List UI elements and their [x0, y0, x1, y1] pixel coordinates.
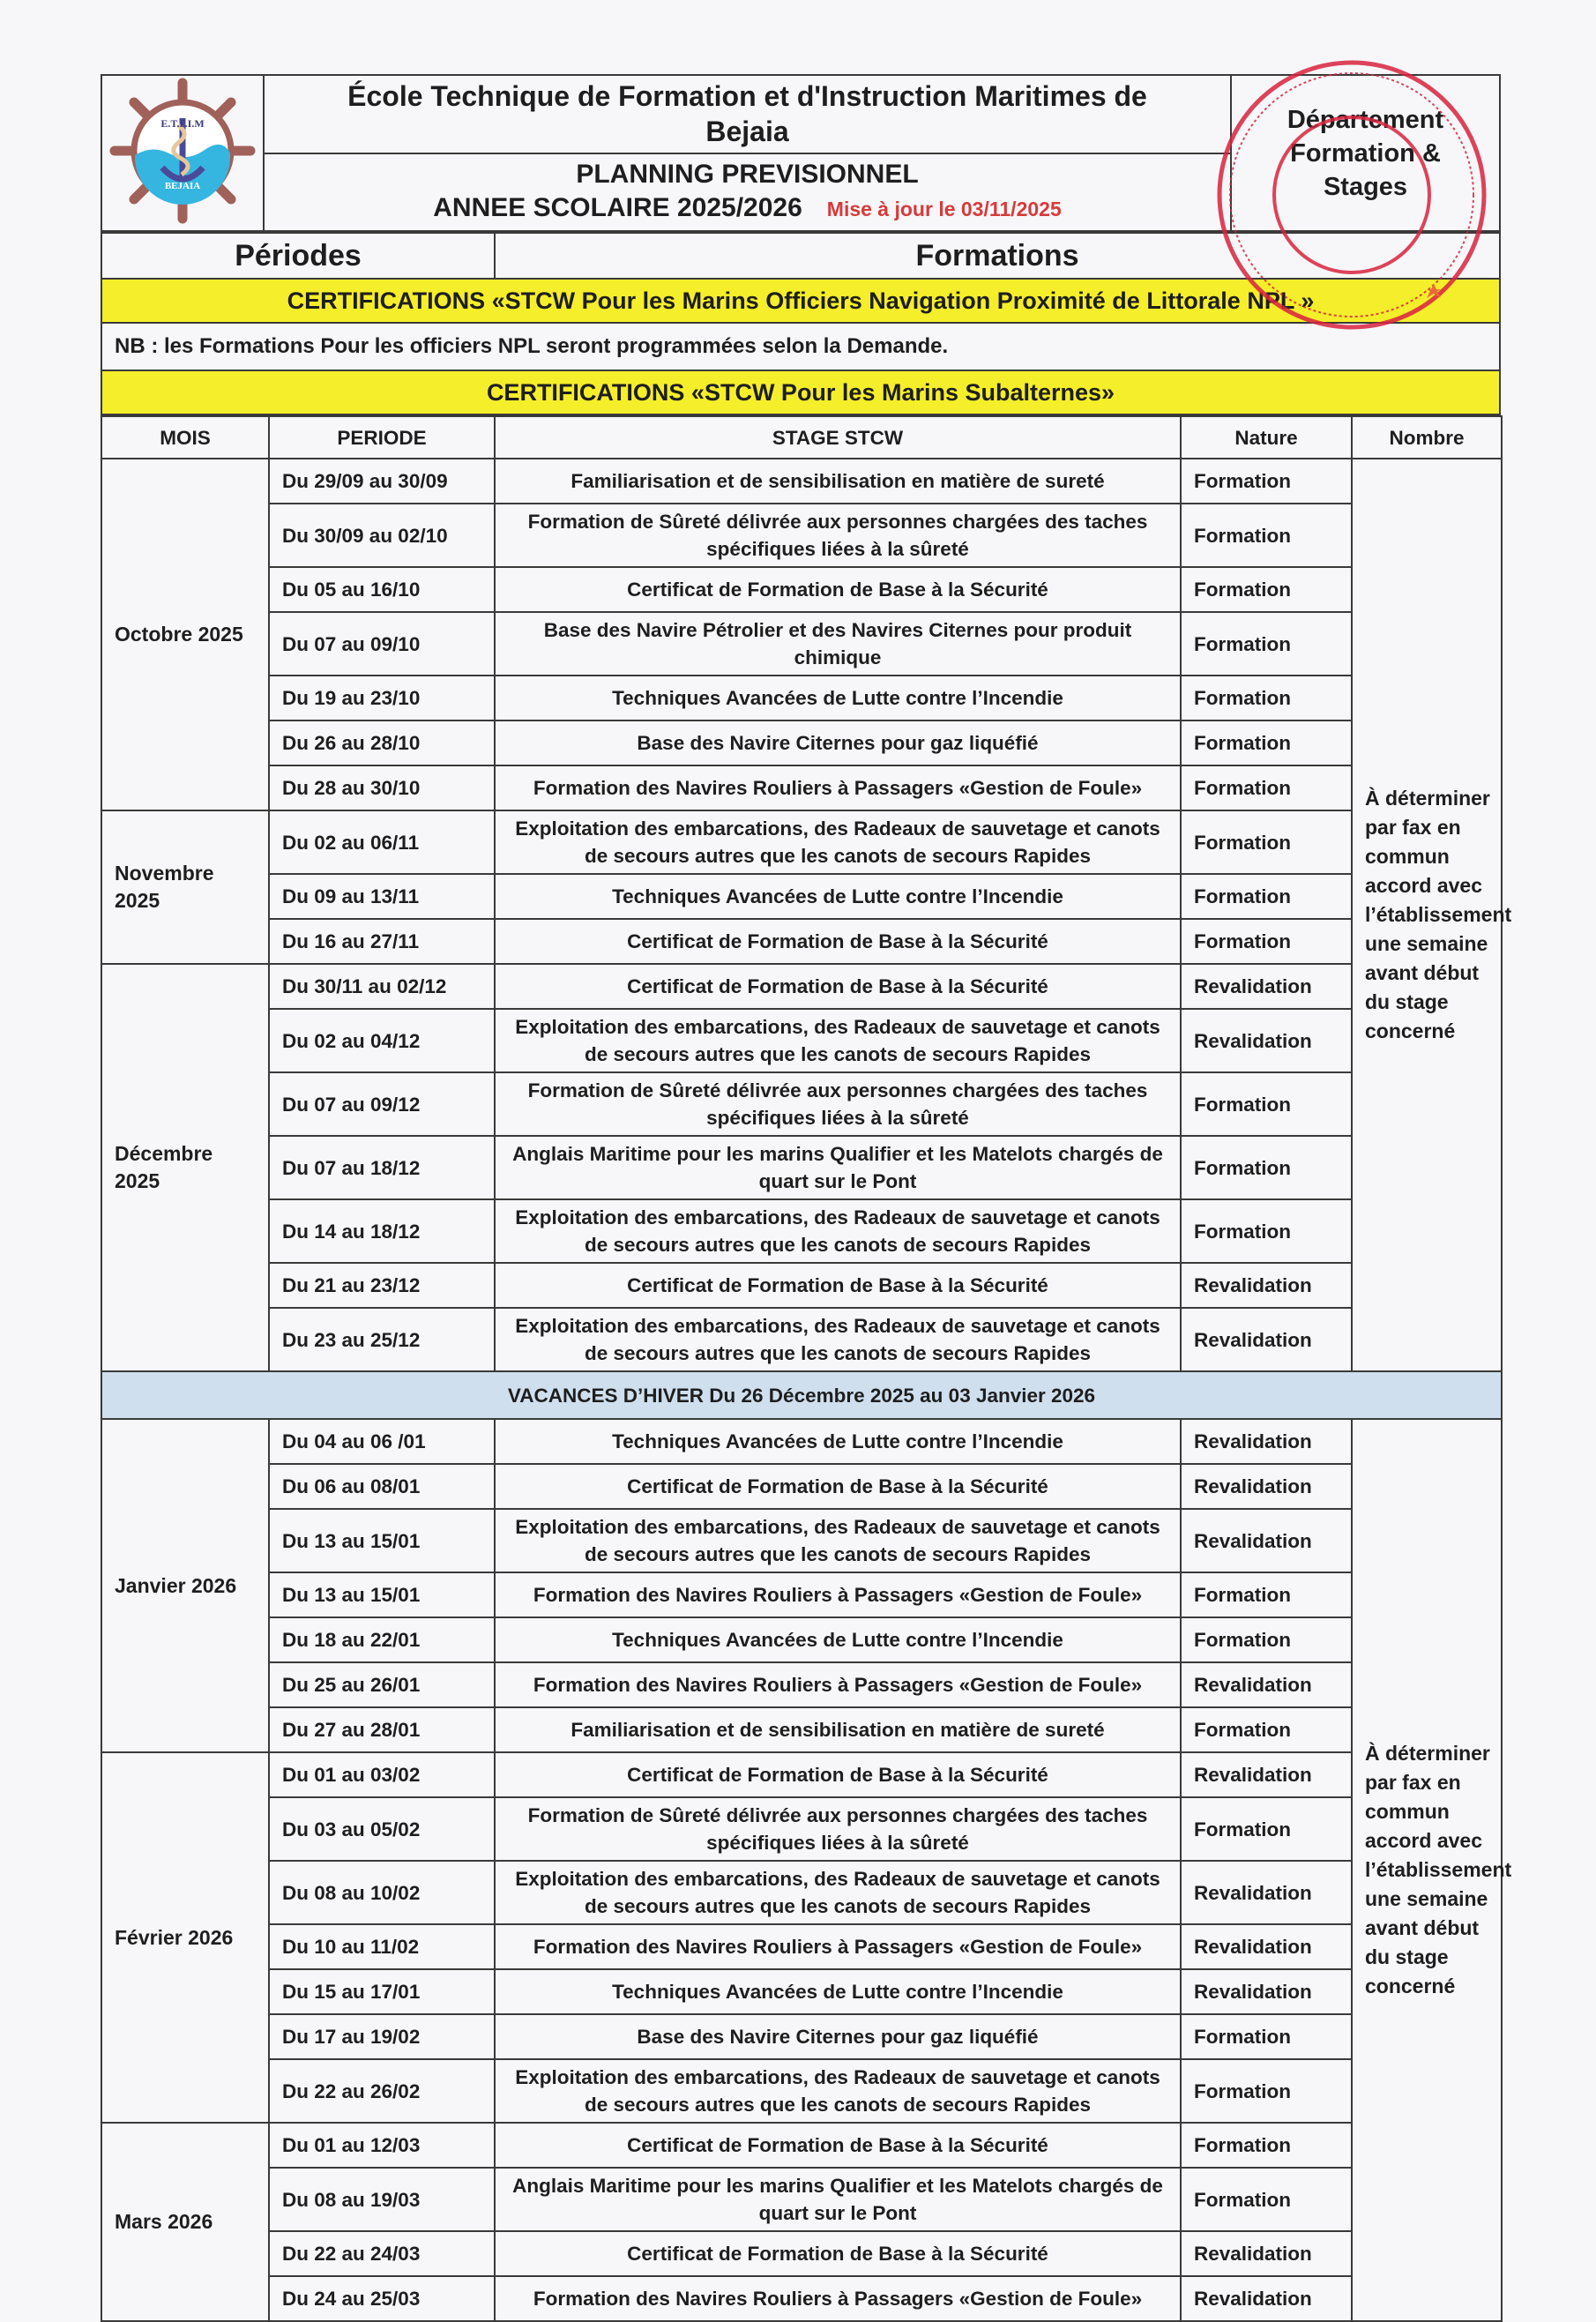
nombre-note-cell: À déterminer par fax en commun accord avec l’établissement une semaine avant début du stage concerné — [1352, 459, 1502, 1371]
table-row — [101, 1308, 1502, 1371]
table-row — [101, 1419, 1502, 1464]
table-row — [101, 2276, 1502, 2321]
stage-cell: Exploitation des embarcations, des Radeaux de sauvetage et canots de secours autres que les canots de secours Rapides — [495, 1509, 1181, 1572]
nature-cell: Formation — [1181, 919, 1352, 964]
plan-title: PLANNING PREVISIONNEL — [576, 160, 919, 190]
table-row — [101, 1464, 1502, 1509]
nature-cell: Revalidation — [1181, 964, 1352, 1009]
table-row — [101, 567, 1502, 612]
stage-cell: Exploitation des embarcations, des Radeaux de sauvetage et canots de secours autres que les canots de secours Rapides — [495, 1009, 1181, 1072]
nature-cell: Revalidation — [1181, 2231, 1352, 2276]
period-cell: Du 18 au 22/01 — [269, 1617, 495, 1662]
nature-cell: Formation — [1181, 2168, 1352, 2231]
school-year: ANNEE SCOLAIRE 2025/2026 — [433, 193, 802, 223]
ship-wheel-anchor-logo-icon — [108, 76, 257, 226]
table-row — [101, 2168, 1502, 2231]
period-cell: Du 30/09 au 02/10 — [269, 504, 495, 567]
nature-cell: Formation — [1181, 1617, 1352, 1662]
table-row — [101, 2231, 1502, 2276]
stage-cell: Certificat de Formation de Base à la Sécurité — [495, 1263, 1181, 1308]
stage-cell: Exploitation des embarcations, des Radeaux de sauvetage et canots de secours autres que les canots de secours Rapides — [495, 810, 1181, 874]
table-row — [101, 964, 1502, 1009]
stage-cell: Techniques Avancées de Lutte contre l’Incendie — [495, 1419, 1181, 1464]
table-row — [101, 612, 1502, 676]
stage-cell: Certificat de Formation de Base à la Sécurité — [495, 567, 1181, 612]
month-cell: Décembre 2025 — [101, 964, 269, 1371]
stage-cell: Exploitation des embarcations, des Radeaux de sauvetage et canots de secours autres que les canots de secours Rapides — [495, 2059, 1181, 2123]
update-date: Mise à jour le 03/11/2025 — [826, 198, 1062, 221]
nature-cell: Revalidation — [1181, 1861, 1352, 1924]
table-row — [101, 1199, 1502, 1263]
formations-label: Formations — [495, 233, 1500, 279]
stage-cell: Certificat de Formation de Base à la Sécurité — [495, 2123, 1181, 2168]
table-row — [101, 1263, 1502, 1308]
period-cell: Du 07 au 18/12 — [269, 1136, 495, 1199]
month-cell: Novembre 2025 — [101, 810, 269, 964]
stage-cell: Certificat de Formation de Base à la Sécurité — [495, 1464, 1181, 1509]
period-cell: Du 10 au 11/02 — [269, 1924, 495, 1969]
period-formation-header — [101, 232, 1501, 415]
table-row — [101, 2059, 1502, 2123]
period-cell: Du 19 au 23/10 — [269, 676, 495, 720]
period-cell: Du 24 au 25/03 — [269, 2276, 495, 2321]
period-cell: Du 06 au 08/01 — [269, 1464, 495, 1509]
nature-cell: Revalidation — [1181, 1009, 1352, 1072]
table-row — [101, 1707, 1502, 1752]
table-row — [101, 676, 1502, 720]
stage-cell: Techniques Avancées de Lutte contre l’Incendie — [495, 1969, 1181, 2014]
period-cell: Du 03 au 05/02 — [269, 1797, 495, 1861]
stage-cell: Techniques Avancées de Lutte contre l’Incendie — [495, 874, 1181, 919]
stage-cell: Base des Navire Pétrolier et des Navires Citernes pour produit chimique — [495, 612, 1181, 676]
stage-cell: Formation de Sûreté délivrée aux personnes chargées des taches spécifiques liées à la sûreté — [495, 1797, 1181, 1861]
period-cell: Du 07 au 09/10 — [269, 612, 495, 676]
nature-cell: Formation — [1181, 567, 1352, 612]
nature-cell: Formation — [1181, 504, 1352, 567]
stage-cell: Certificat de Formation de Base à la Sécurité — [495, 919, 1181, 964]
period-cell: Du 08 au 19/03 — [269, 2168, 495, 2231]
period-cell: Du 22 au 26/02 — [269, 2059, 495, 2123]
document-header — [101, 74, 1501, 232]
table-row — [101, 1861, 1502, 1924]
stage-cell: Certificat de Formation de Base à la Sécurité — [495, 1752, 1181, 1797]
nature-cell: Revalidation — [1181, 1509, 1352, 1572]
col-header-nature: Nature — [1181, 416, 1352, 459]
col-header-periode: PERIODE — [269, 416, 495, 459]
stage-cell: Certificat de Formation de Base à la Sécurité — [495, 964, 1181, 1009]
period-cell: Du 08 au 10/02 — [269, 1861, 495, 1924]
stage-cell: Certificat de Formation de Base à la Sécurité — [495, 2231, 1181, 2276]
table-row — [101, 919, 1502, 964]
period-cell: Du 27 au 28/01 — [269, 1707, 495, 1752]
period-cell: Du 23 au 25/12 — [269, 1308, 495, 1371]
table-row — [101, 459, 1502, 504]
stage-cell: Formation des Navires Rouliers à Passagers «Gestion de Foule» — [495, 1662, 1181, 1707]
period-cell: Du 15 au 17/01 — [269, 1969, 495, 2014]
period-cell: Du 04 au 06 /01 — [269, 1419, 495, 1464]
table-row — [101, 2123, 1502, 2168]
stage-cell: Formation de Sûreté délivrée aux personnes chargées des taches spécifiques liées à la sûreté — [495, 504, 1181, 567]
table-row — [101, 1572, 1502, 1617]
nature-cell: Formation — [1181, 1072, 1352, 1136]
period-cell: Du 09 au 13/11 — [269, 874, 495, 919]
stage-cell: Base des Navire Citernes pour gaz liquéfié — [495, 720, 1181, 765]
planning-sheet — [101, 74, 1512, 2322]
npl-section-title: CERTIFICATIONS «STCW Pour les Marins Officiers Navigation Proximité de Littorale NPL » — [101, 279, 1500, 323]
nature-cell: Revalidation — [1181, 1464, 1352, 1509]
table-row — [101, 1797, 1502, 1861]
stage-cell: Techniques Avancées de Lutte contre l’Incendie — [495, 676, 1181, 720]
col-header-stage: STAGE STCW — [495, 416, 1181, 459]
subalternes-section-title: CERTIFICATIONS «STCW Pour les Marins Subalternes» — [101, 370, 1500, 414]
nature-cell: Formation — [1181, 1572, 1352, 1617]
nature-cell: Formation — [1181, 810, 1352, 874]
period-cell: Du 14 au 18/12 — [269, 1199, 495, 1263]
winter-vacation-banner: VACANCES D’HIVER Du 26 Décembre 2025 au 03 Janvier 2026 — [101, 1371, 1502, 1419]
table-row — [101, 1662, 1502, 1707]
period-cell: Du 17 au 19/02 — [269, 2014, 495, 2059]
nature-cell: Formation — [1181, 1199, 1352, 1263]
nature-cell: Revalidation — [1181, 1662, 1352, 1707]
period-cell: Du 30/11 au 02/12 — [269, 964, 495, 1009]
nombre-note-cell: À déterminer par fax en commun accord avec l’établissement une semaine avant début du stage concerné — [1352, 1419, 1502, 2321]
stage-cell: Formation des Navires Rouliers à Passagers «Gestion de Foule» — [495, 1572, 1181, 1617]
plan-title-cell — [264, 153, 1231, 232]
table-row — [101, 1136, 1502, 1199]
nature-cell: Revalidation — [1181, 1419, 1352, 1464]
periods-label: Périodes — [101, 233, 495, 279]
period-cell: Du 01 au 12/03 — [269, 2123, 495, 2168]
period-cell: Du 22 au 24/03 — [269, 2231, 495, 2276]
nature-cell: Formation — [1181, 459, 1352, 504]
stage-cell: Anglais Maritime pour les marins Qualifier et les Matelots chargés de quart sur le Pont — [495, 1136, 1181, 1199]
period-cell: Du 16 au 27/11 — [269, 919, 495, 964]
logo-top-text: E.T.F.I.M — [160, 117, 205, 130]
stage-cell: Formation de Sûreté délivrée aux personnes chargées des taches spécifiques liées à la sûreté — [495, 1072, 1181, 1136]
nature-cell: Formation — [1181, 874, 1352, 919]
table-row — [101, 1072, 1502, 1136]
nature-cell: Formation — [1181, 2059, 1352, 2123]
training-schedule-table — [101, 415, 1512, 2322]
period-cell: Du 25 au 26/01 — [269, 1662, 495, 1707]
period-cell: Du 29/09 au 30/09 — [269, 459, 495, 504]
stage-cell: Techniques Avancées de Lutte contre l’Incendie — [495, 1617, 1181, 1662]
nature-cell: Revalidation — [1181, 1969, 1352, 2014]
month-cell: Février 2026 — [101, 1752, 269, 2123]
stage-cell: Formation des Navires Rouliers à Passagers «Gestion de Foule» — [495, 765, 1181, 810]
table-row — [101, 1752, 1502, 1797]
stage-cell: Exploitation des embarcations, des Radeaux de sauvetage et canots de secours autres que les canots de secours Rapides — [495, 1308, 1181, 1371]
nature-cell: Revalidation — [1181, 1924, 1352, 1969]
nature-cell: Formation — [1181, 612, 1352, 676]
period-cell: Du 28 au 30/10 — [269, 765, 495, 810]
department-name: Département Formation & Stages — [1231, 75, 1500, 231]
nature-cell: Revalidation — [1181, 1263, 1352, 1308]
month-cell: Octobre 2025 — [101, 459, 269, 810]
stage-cell: Base des Navire Citernes pour gaz liquéfié — [495, 2014, 1181, 2059]
logo-bottom-text: BEJAIA — [164, 181, 201, 191]
period-cell: Du 07 au 09/12 — [269, 1072, 495, 1136]
period-cell: Du 05 au 16/10 — [269, 567, 495, 612]
nature-cell: Formation — [1181, 1797, 1352, 1861]
table-row — [101, 504, 1502, 567]
month-cell: Mars 2026 — [101, 2123, 269, 2321]
table-row — [101, 765, 1502, 810]
month-cell: Janvier 2026 — [101, 1419, 269, 1752]
col-header-mois: MOIS — [101, 416, 269, 459]
school-name: École Technique de Formation et d'Instruction Maritimes de Bejaia — [264, 75, 1231, 153]
table-row — [101, 1509, 1502, 1572]
stage-cell: Exploitation des embarcations, des Radeaux de sauvetage et canots de secours autres que les canots de secours Rapides — [495, 1861, 1181, 1924]
period-cell: Du 02 au 04/12 — [269, 1009, 495, 1072]
nature-cell: Formation — [1181, 765, 1352, 810]
table-row — [101, 1617, 1502, 1662]
nature-cell: Formation — [1181, 720, 1352, 765]
period-cell: Du 21 au 23/12 — [269, 1263, 495, 1308]
school-logo-cell — [101, 75, 264, 231]
nature-cell: Formation — [1181, 2123, 1352, 2168]
stage-cell: Formation des Navires Rouliers à Passagers «Gestion de Foule» — [495, 1924, 1181, 1969]
period-cell: Du 26 au 28/10 — [269, 720, 495, 765]
npl-note: NB : les Formations Pour les officiers NPL seront programmées selon la Demande. — [101, 323, 1500, 370]
table-row — [101, 810, 1502, 874]
column-header-row — [101, 416, 1502, 459]
stage-cell: Familiarisation et de sensibilisation en matière de sureté — [495, 1707, 1181, 1752]
period-cell: Du 02 au 06/11 — [269, 810, 495, 874]
stage-cell: Formation des Navires Rouliers à Passagers «Gestion de Foule» — [495, 2276, 1181, 2321]
stage-cell: Familiarisation et de sensibilisation en matière de sureté — [495, 459, 1181, 504]
table-row — [101, 720, 1502, 765]
nature-cell: Formation — [1181, 1136, 1352, 1199]
period-cell: Du 01 au 03/02 — [269, 1752, 495, 1797]
table-row — [101, 2014, 1502, 2059]
nature-cell: Formation — [1181, 1707, 1352, 1752]
nature-cell: Formation — [1181, 676, 1352, 720]
col-header-nombre: Nombre — [1352, 416, 1502, 459]
period-cell: Du 13 au 15/01 — [269, 1509, 495, 1572]
nature-cell: Revalidation — [1181, 1752, 1352, 1797]
table-row — [101, 1924, 1502, 1969]
nature-cell: Formation — [1181, 2014, 1352, 2059]
vacation-row — [101, 1371, 1502, 1419]
nature-cell: Revalidation — [1181, 1308, 1352, 1371]
table-row — [101, 1969, 1502, 2014]
table-row — [101, 874, 1502, 919]
nature-cell: Revalidation — [1181, 2276, 1352, 2321]
table-row — [101, 1009, 1502, 1072]
period-cell: Du 13 au 15/01 — [269, 1572, 495, 1617]
stage-cell: Anglais Maritime pour les marins Qualifier et les Matelots chargés de quart sur le Pont — [495, 2168, 1181, 2231]
stage-cell: Exploitation des embarcations, des Radeaux de sauvetage et canots de secours autres que les canots de secours Rapides — [495, 1199, 1181, 1263]
